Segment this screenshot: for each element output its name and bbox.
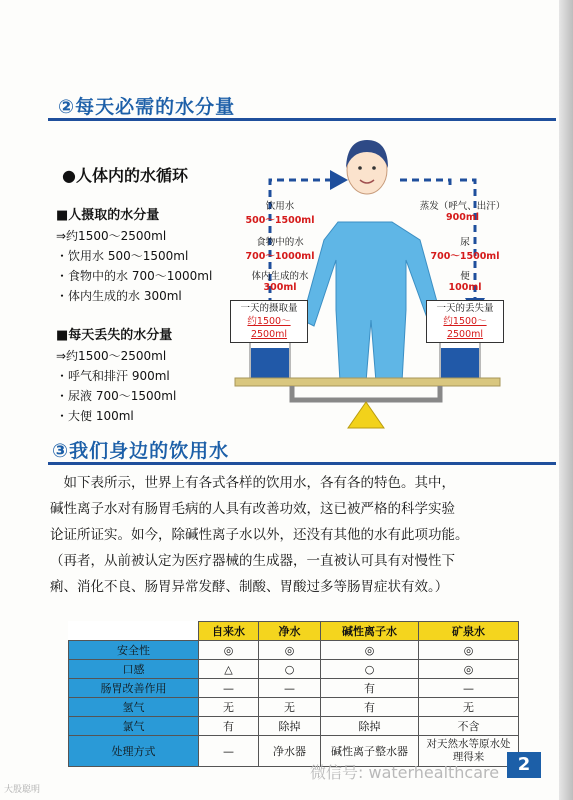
page-edge xyxy=(559,0,573,800)
left-cup-water xyxy=(251,348,289,379)
table-cell: — xyxy=(199,679,259,698)
left-label-1: 食物中的水 700～1000ml xyxy=(245,237,315,262)
table-header-row xyxy=(69,622,519,641)
right-label-1: 尿 700～1500ml xyxy=(430,237,500,262)
table-cell: 对天然水等原水处理得来 xyxy=(419,736,519,767)
intake-item: ・体内生成的水 300ml xyxy=(56,289,182,303)
human-body xyxy=(302,222,442,382)
table-cell: 有 xyxy=(321,698,419,717)
row-header: 安全性 xyxy=(69,641,199,660)
table-cell: ◎ xyxy=(419,641,519,660)
paragraph-line: 如下表所示，世界上有各式各样的饮用水，各有各的特色。其中， xyxy=(50,475,455,491)
table-cell: ◎ xyxy=(419,660,519,679)
intro-paragraph xyxy=(50,470,550,600)
right-cup-water xyxy=(441,348,479,379)
table-cell: 除掉 xyxy=(321,717,419,736)
column-header: 矿泉水 xyxy=(419,622,519,641)
loss-summary-box: 一天的丢失量 约1500～2500ml xyxy=(426,300,504,343)
table-cell: — xyxy=(199,736,259,767)
intake-item: ・饮用水 500～1500ml xyxy=(56,249,189,263)
table-cell: △ xyxy=(199,660,259,679)
table-cell: ◎ xyxy=(259,641,321,660)
table-cell: 无 xyxy=(419,698,519,717)
column-header: 自来水 xyxy=(199,622,259,641)
loss-total: ⇒约1500～2500ml xyxy=(56,349,167,363)
table-cell: 无 xyxy=(199,698,259,717)
row-header: 口感 xyxy=(69,660,199,679)
right-label-2: 便 100ml xyxy=(448,271,482,293)
column-header: 碱性离子水 xyxy=(321,622,419,641)
loss-item: ・呼气和排汗 900ml xyxy=(56,369,170,383)
section3-title: ③我们身边的饮用水 xyxy=(52,440,230,462)
water-cycle-figure xyxy=(230,130,560,430)
paragraph-line: 痢、消化不良、肠胃异常发酵、制酸、胃酸过多等肠胃症状有效。） xyxy=(50,579,449,595)
scale-bar xyxy=(235,378,500,386)
table-cell: 除掉 xyxy=(259,717,321,736)
water-comparison-table xyxy=(68,621,519,767)
page-number: 2 xyxy=(507,752,541,778)
corner-watermark: 大股聪明 xyxy=(4,785,41,795)
section2-rule xyxy=(48,118,556,121)
row-header: 氯气 xyxy=(69,717,199,736)
left-label-0: 饮用水 500～1500ml xyxy=(245,201,315,226)
table-cell: 碱性离子整水器 xyxy=(321,736,419,767)
intake-heading: ■人摄取的水分量 xyxy=(56,208,160,223)
table-row xyxy=(69,679,519,698)
table-row xyxy=(69,641,519,660)
table-cell: 有 xyxy=(199,717,259,736)
intake-summary-box: 一天的摄取量 约1500～2500ml xyxy=(230,300,308,343)
section2-title: ②每天必需的水分量 xyxy=(58,96,236,118)
watermark: 微信号: waterhealthcare xyxy=(310,763,500,782)
right-label-0: 蒸发（呼气、出汗） 900ml xyxy=(419,201,506,223)
intake-block xyxy=(56,206,212,306)
table-cell: ○ xyxy=(259,660,321,679)
table-cell: 无 xyxy=(259,698,321,717)
scale-frame xyxy=(292,386,440,400)
loss-block xyxy=(56,326,176,426)
paragraph-line: （再者，从前被认定为医疗器械的生成器，一直被认可具有对慢性下 xyxy=(50,553,455,569)
arrowhead-mouth xyxy=(330,170,348,190)
table-cell: — xyxy=(259,679,321,698)
loss-item: ・大便 100ml xyxy=(56,409,134,423)
paragraph-line: 论证所证实。如今，除碱性离子水以外，还没有其他的水有此项功能。 xyxy=(50,527,469,543)
row-header: 处理方式 xyxy=(69,736,199,767)
table-row xyxy=(69,717,519,736)
loss-heading: ■每天丢失的水分量 xyxy=(56,328,173,343)
row-header: 氢气 xyxy=(69,698,199,717)
fulcrum xyxy=(348,402,384,428)
table-cell: ○ xyxy=(321,660,419,679)
column-header: 净水 xyxy=(259,622,321,641)
row-header: 肠胃改善作用 xyxy=(69,679,199,698)
section3-rule xyxy=(48,462,556,465)
table-cell: 有 xyxy=(321,679,419,698)
table-row xyxy=(69,698,519,717)
table-cell: ◎ xyxy=(321,641,419,660)
intake-item: ・食物中的水 700～1000ml xyxy=(56,269,213,283)
left-label-2: 体内生成的水 300ml xyxy=(251,271,309,293)
table-cell: — xyxy=(419,679,519,698)
intake-total: ⇒约1500～2500ml xyxy=(56,229,167,243)
paragraph-line: 碱性离子水对有肠胃毛病的人具有改善功效，这已被严格的科学实验 xyxy=(50,501,455,517)
loss-item: ・尿液 700～1500ml xyxy=(56,389,177,403)
table-cell: ◎ xyxy=(199,641,259,660)
table-row xyxy=(69,660,519,679)
cycle-title: ●人体内的水循环 xyxy=(62,166,188,185)
cycle-arrow-top xyxy=(400,180,450,190)
table-cell: 净水器 xyxy=(259,736,321,767)
table-cell: 不含 xyxy=(419,717,519,736)
